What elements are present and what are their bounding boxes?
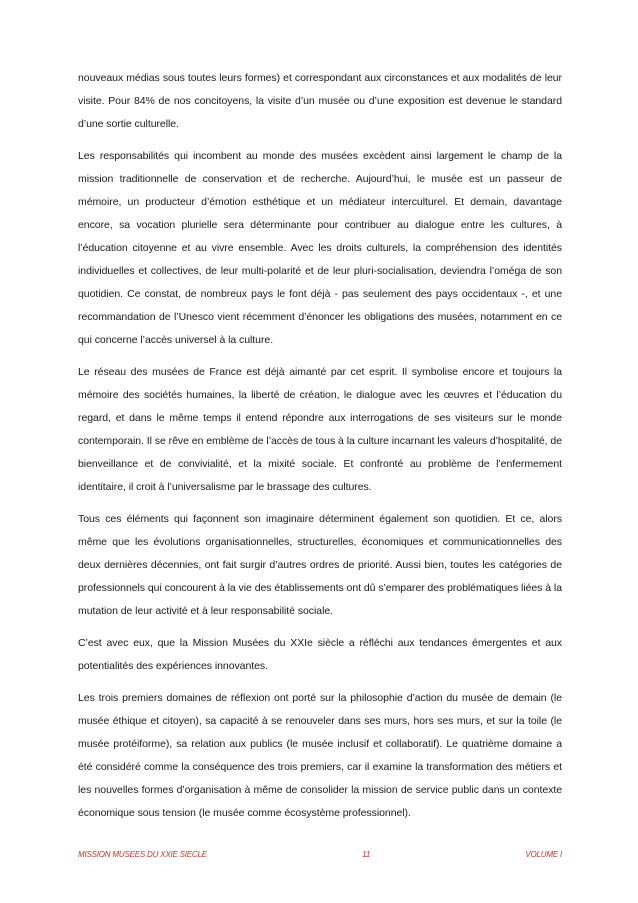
page-footer <box>78 850 562 859</box>
paragraph-2: Les responsabilités qui incombent au monde des musées excèdent ainsi largement le champ de la mission traditionnelle de conservation et de recherche. Aujourd’hui, le musée est un passeur de mémoire, un producteur d’émotion esthétique et un médiateur interculturel. Et demain, davantage encore, sa vocation plurielle sera déterminante pour contribuer au dialogue entre les cultures, à l’éducation citoyenne et au vivre ensemble. Avec les droits culturels, la compréhension des identités individuelles et collectives, de leur multi-polarité et de leur pluri-socialisation, deviendra l’oméga de son quotidien. Ce constat, de nombreux pays le font déjà - pas seulement des pays occidentaux -, et une recommandation de l’Unesco vient récemment d’énoncer les obligations des musées, notamment en ce qui concerne l’accès universel à la culture. <box>78 150 562 346</box>
paragraph-1: nouveaux médias sous toutes leurs formes) et correspondant aux circonstances et aux modalités de leur visite. Pour 84% de nos concitoyens, la visite d’un musée ou d’une exposition est devenue le standard d’une sortie culturelle. <box>78 72 562 130</box>
document-body <box>78 67 562 834</box>
paragraph-6: Les trois premiers domaines de réflexion ont porté sur la philosophie d’action du musée de demain (le musée éthique et citoyen), sa capacité à se renouveler dans ses murs, hors ses murs, et sur la toile (le musée protéiforme), sa relation aux publics (le musée inclusif et collaboratif). Le quatrième domaine a été considéré comme la conséquence des trois premiers, car il examine la transformation des métiers et les nouvelles formes d’organisation à même de consolider la mission de service public dans un contexte économique sous tension (le musée comme écosystème professionnel). <box>78 692 562 819</box>
footer-volume: VOLUME I <box>525 850 562 859</box>
footer-page-number: 11 <box>362 850 371 859</box>
paragraph-5: C’est avec eux, que la Mission Musées du XXIe siècle a réfléchi aux tendances émergentes et aux potentialités des expériences innovantes. <box>78 637 562 672</box>
paragraph-3: Le réseau des musées de France est déjà aimanté par cet esprit. Il symbolise encore et toujours la mémoire des sociétés humaines, la liberté de création, le dialogue avec les œuvres et l’éducation du regard, et dans le même temps il entend répondre aux interrogations de ses visiteurs sur le monde contemporain. Il se rêve en emblème de l’accès de tous à la culture incarnant les valeurs d’hospitalité, de bienveillance et de convivialité, et la mixité sociale. Et confronté au problème de l’enfermement identitaire, il croit à l’universalisme par le brassage des cultures. <box>78 366 562 493</box>
footer-mission-title: MISSION MUSEES DU XXIE SIECLE <box>78 850 207 859</box>
paragraph-4: Tous ces éléments qui façonnent son imaginaire déterminent également son quotidien. Et ce, alors même que les évolutions organisationnelles, structurelles, économiques et communicationnelles des deux dernières décennies, ont fait surgir d’autres ordres de priorité. Aussi bien, toutes les catégories de professionnels qui concourent à la vie des établissements ont dû s’emparer des problématiques liées à la mutation de leur activité et à leur responsabilité sociale. <box>78 513 562 617</box>
